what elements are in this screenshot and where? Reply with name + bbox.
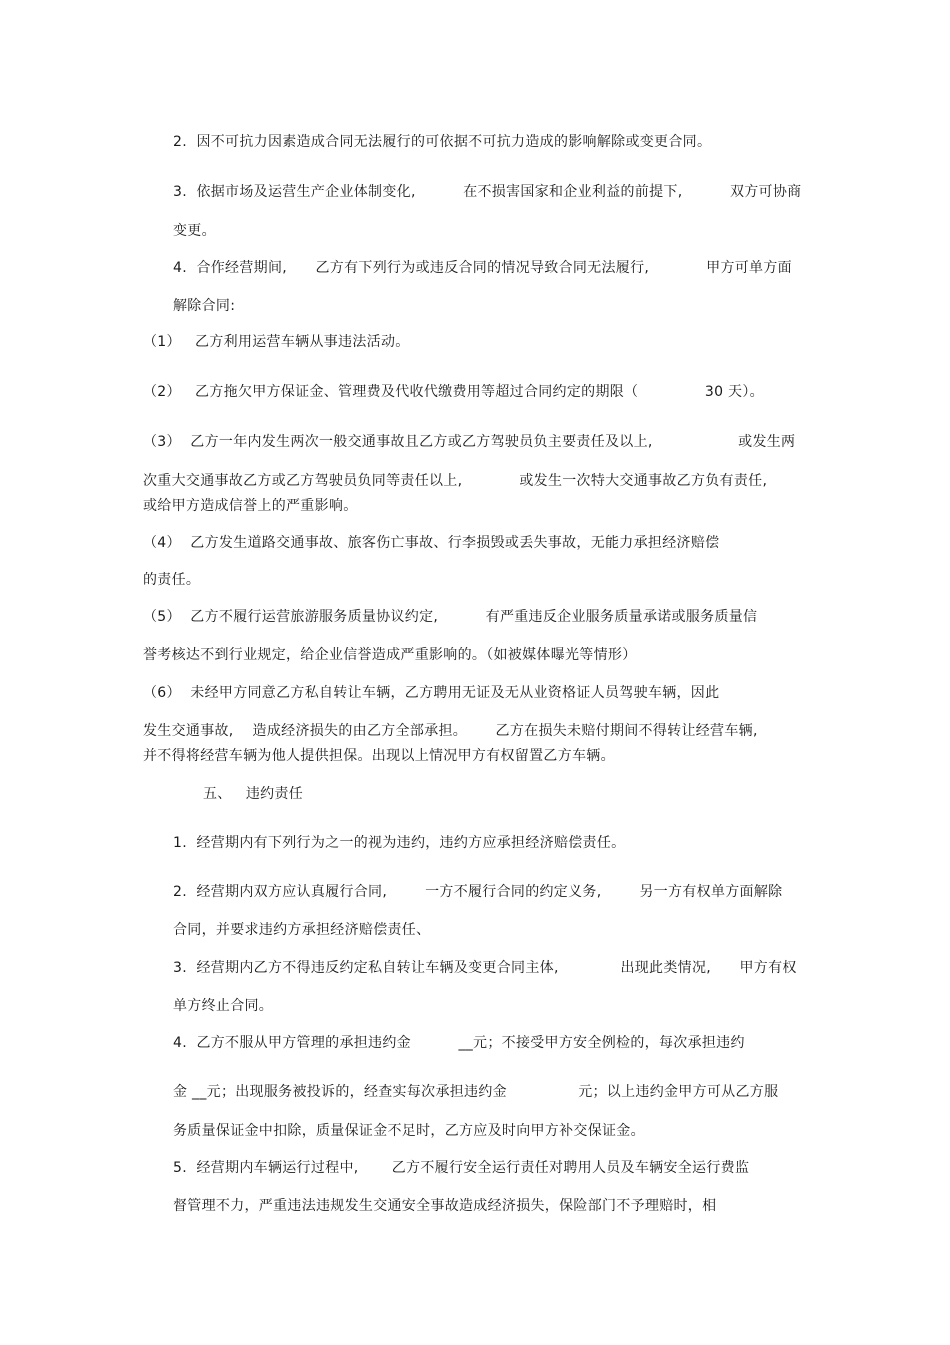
sub-item-6-cont-1: 发生交通事故, 造成经济损失的由乙方全部承担。 乙方在损失未赔付期间不得转让经营车辆,: [143, 723, 758, 739]
sub-item-4-cont: 的责任。: [143, 572, 201, 588]
sub-item-2: （2） 乙方拖欠甲方保证金、管理费及代收代缴费用等超过合同约定的期限（ 30 天）。: [143, 384, 764, 400]
sub-item-6: （6） 未经甲方同意乙方私自转让车辆，乙方聘用无证及无从业资格证人员驾驶车辆，因此: [143, 685, 720, 701]
section-5-item-1: 1. 经营期内有下列行为之一的视为违约，违约方应承担经济赔偿责任。: [173, 835, 626, 851]
section-5-item-5: 5. 经营期内车辆运行过程中, 乙方不履行安全运行责任对聘用人员及车辆安全运行费监: [173, 1160, 750, 1176]
section-5-item-4-cont-2: 务质量保证金中扣除，质量保证金不足时，乙方应及时向甲方补交保证金。: [173, 1123, 645, 1139]
sub-item-3-cont-2: 或给甲方造成信誉上的严重影响。: [143, 498, 358, 514]
sub-item-5: （5） 乙方不履行运营旅游服务质量协议约定, 有严重违反企业服务质量承诺或服务质量信: [143, 609, 758, 625]
section-5-item-4-cont-1: 金 __元；出现服务被投诉的，经查实每次承担违约金 元；以上违约金甲方可从乙方服: [173, 1084, 779, 1100]
clause-4-item-4-cont: 解除合同:: [173, 298, 236, 314]
section-5-item-5-cont: 督管理不力，严重违法违规发生交通安全事故造成经济损失，保险部门不予理赔时，相: [173, 1198, 717, 1214]
section-5-heading: 五、 违约责任: [203, 786, 304, 802]
clause-4-item-2: 2. 因不可抗力因素造成合同无法履行的可依据不可抗力造成的影响解除或变更合同。: [173, 134, 712, 150]
sub-item-1: （1） 乙方利用运营车辆从事违法活动。: [143, 334, 410, 350]
sub-item-3: （3） 乙方一年内发生两次一般交通事故且乙方或乙方驾驶员负主要责任及以上, 或发生两: [143, 434, 796, 450]
sub-item-6-cont-2: 并不得将经营车辆为他人提供担保。出现以上情况甲方有权留置乙方车辆。: [143, 748, 615, 764]
clause-4-item-3-cont: 变更。: [173, 223, 216, 239]
sub-item-5-cont: 誉考核达不到行业规定，给企业信誉造成严重影响的。（如被媒体曝光等情形）: [143, 647, 637, 663]
section-5-item-4: 4. 乙方不服从甲方管理的承担违约金 __元；不接受甲方安全例检的，每次承担违约: [173, 1035, 745, 1051]
section-5-item-2-cont: 合同，并要求违约方承担经济赔偿责任、: [173, 922, 431, 938]
clause-4-item-4: 4. 合作经营期间, 乙方有下列行为或违反合同的情况导致合同无法履行, 甲方可单方面: [173, 260, 792, 276]
section-5-item-3-cont: 单方终止合同。: [173, 998, 274, 1014]
section-5-item-2: 2. 经营期内双方应认真履行合同, 一方不履行合同的约定义务, 另一方有权单方面解除: [173, 884, 783, 900]
clause-4-item-3: 3. 依据市场及运营生产企业体制变化, 在不损害国家和企业利益的前提下, 双方可协商: [173, 184, 802, 200]
sub-item-4: （4） 乙方发生道路交通事故、旅客伤亡事故、行李损毁或丢失事故，无能力承担经济赔偿: [143, 535, 720, 551]
sub-item-3-cont-1: 次重大交通事故乙方或乙方驾驶员负同等责任以上, 或发生一次特大交通事故乙方负有责任,: [143, 473, 768, 489]
section-5-item-3: 3. 经营期内乙方不得违反约定私自转让车辆及变更合同主体, 出现此类情况, 甲方有权: [173, 960, 797, 976]
